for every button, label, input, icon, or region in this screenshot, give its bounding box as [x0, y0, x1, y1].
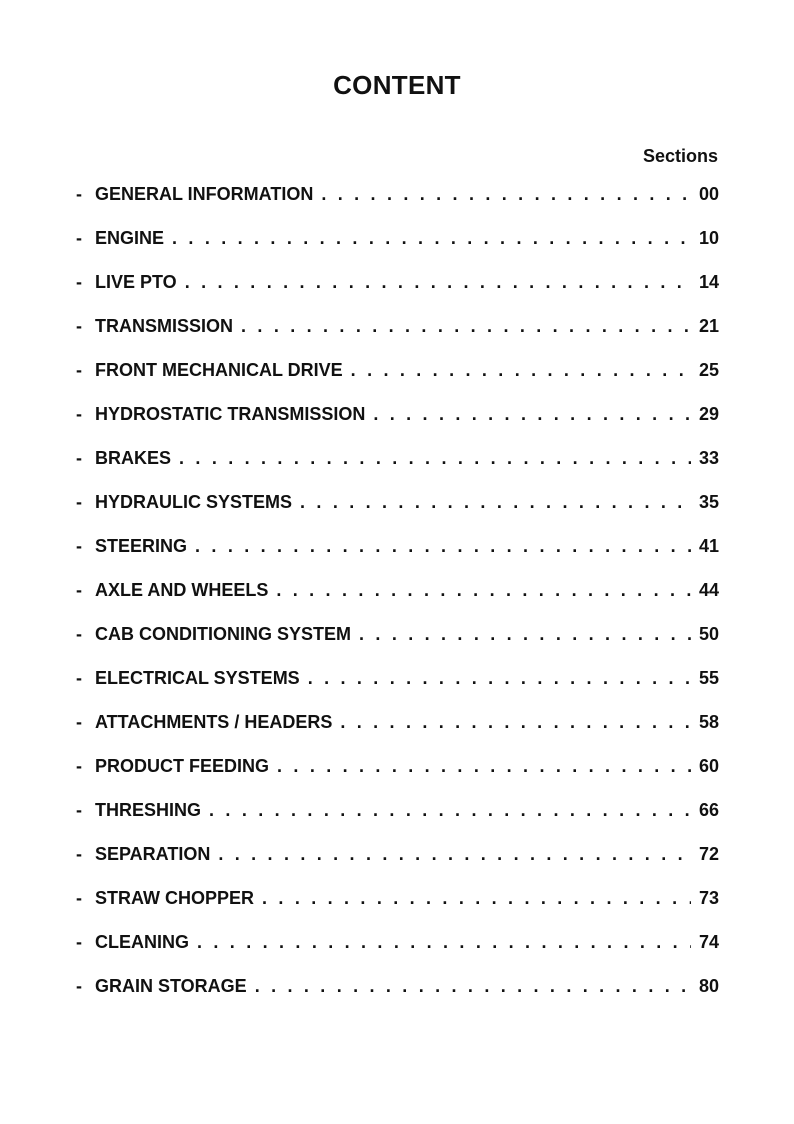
dot-leader: [373, 404, 691, 425]
toc-bullet: -: [76, 404, 82, 424]
toc-entry-title: CAB CONDITIONING SYSTEM: [95, 624, 352, 644]
toc-section-number: 80: [698, 976, 719, 996]
toc-bullet: -: [76, 976, 82, 996]
dot-leader: [241, 316, 691, 337]
toc-section-number: 10: [698, 228, 719, 248]
dot-leader: [195, 536, 691, 557]
dot-leader: [308, 668, 691, 689]
toc-bullet: -: [76, 844, 82, 864]
toc-entry-title: BRAKES: [95, 448, 172, 468]
dot-leader: [172, 228, 691, 249]
toc-section-number: 50: [698, 624, 719, 644]
toc-section-number: 00: [698, 184, 719, 204]
toc-entry-title: GENERAL INFORMATION: [95, 184, 314, 204]
page-title: CONTENT: [333, 70, 461, 100]
toc-bullet: -: [76, 712, 82, 732]
toc-entry-title: TRANSMISSION: [95, 316, 234, 336]
toc-entry-title: HYDRAULIC SYSTEMS: [95, 492, 293, 512]
toc-entry[interactable]: [76, 536, 719, 580]
toc-bullet: -: [76, 668, 82, 688]
toc-bullet: -: [76, 448, 82, 468]
sections-column-header: Sections: [642, 146, 718, 166]
toc-entry-title: ELECTRICAL SYSTEMS: [95, 668, 300, 688]
dot-leader: [179, 448, 691, 469]
dot-leader: [359, 624, 691, 645]
toc-section-number: 29: [698, 404, 719, 424]
toc-section-number: 72: [698, 844, 719, 864]
toc-bullet: -: [76, 624, 82, 644]
toc-section-number: 44: [698, 580, 719, 600]
toc-section-number: 35: [698, 492, 719, 512]
toc-entry[interactable]: [76, 272, 719, 316]
toc-bullet: -: [76, 536, 82, 556]
toc-entry[interactable]: [76, 932, 719, 976]
toc-entry-title: THRESHING: [95, 800, 202, 820]
toc-section-number: 41: [698, 536, 719, 556]
toc-entry-title: ENGINE: [95, 228, 165, 248]
toc-bullet: -: [76, 272, 82, 292]
toc-section-number: 25: [698, 360, 719, 380]
toc-bullet: -: [76, 492, 82, 512]
toc-bullet: -: [76, 756, 82, 776]
toc-section-number: 33: [698, 448, 719, 468]
toc-entry[interactable]: [76, 404, 719, 448]
toc-bullet: -: [76, 316, 82, 336]
toc-section-number: 74: [698, 932, 719, 952]
toc-entry-title: STEERING: [95, 536, 188, 556]
toc-section-number: 55: [698, 668, 719, 688]
toc-bullet: -: [76, 888, 82, 908]
toc-entry-title: HYDROSTATIC TRANSMISSION: [95, 404, 366, 424]
toc-entry-title: CLEANING: [95, 932, 189, 952]
dot-leader: [276, 580, 691, 601]
toc-bullet: -: [76, 932, 82, 952]
toc-section-number: 14: [698, 272, 719, 292]
dot-leader: [209, 800, 691, 821]
toc-entry[interactable]: [76, 580, 719, 624]
toc-entry-title: FRONT MECHANICAL DRIVE: [95, 360, 343, 380]
dot-leader: [197, 932, 691, 953]
toc-entry[interactable]: [76, 184, 719, 228]
toc-entry[interactable]: [76, 668, 719, 712]
dot-leader: [300, 492, 691, 513]
toc-entry[interactable]: [76, 624, 719, 668]
toc-section-number: 66: [698, 800, 719, 820]
toc-entry-title: ATTACHMENTS / HEADERS: [95, 712, 333, 732]
toc-entry[interactable]: [76, 360, 719, 404]
table-of-contents: [76, 184, 719, 1020]
toc-entry[interactable]: [76, 316, 719, 360]
toc-entry[interactable]: [76, 844, 719, 888]
toc-section-number: 58: [698, 712, 719, 732]
dot-leader: [255, 976, 691, 997]
dot-leader: [340, 712, 691, 733]
dot-leader: [218, 844, 691, 865]
toc-bullet: -: [76, 184, 82, 204]
dot-leader: [277, 756, 691, 777]
toc-section-number: 73: [698, 888, 719, 908]
dot-leader: [262, 888, 691, 909]
toc-bullet: -: [76, 580, 82, 600]
toc-entry[interactable]: [76, 756, 719, 800]
toc-entry[interactable]: [76, 712, 719, 756]
toc-section-number: 21: [698, 316, 719, 336]
toc-entry[interactable]: [76, 800, 719, 844]
dot-leader: [185, 272, 691, 293]
toc-entry-title: AXLE AND WHEELS: [95, 580, 269, 600]
toc-bullet: -: [76, 228, 82, 248]
toc-entry-title: GRAIN STORAGE: [95, 976, 247, 996]
toc-entry-title: LIVE PTO: [95, 272, 177, 292]
toc-entry[interactable]: [76, 888, 719, 932]
toc-section-number: 60: [698, 756, 719, 776]
toc-entry[interactable]: [76, 976, 719, 1020]
toc-entry-title: PRODUCT FEEDING: [95, 756, 270, 776]
toc-entry-title: STRAW CHOPPER: [95, 888, 255, 908]
toc-bullet: -: [76, 800, 82, 820]
toc-bullet: -: [76, 360, 82, 380]
dot-leader: [321, 184, 691, 205]
toc-entry-title: SEPARATION: [95, 844, 211, 864]
toc-entry[interactable]: [76, 492, 719, 536]
dot-leader: [351, 360, 691, 381]
toc-entry[interactable]: [76, 228, 719, 272]
toc-entry[interactable]: [76, 448, 719, 492]
